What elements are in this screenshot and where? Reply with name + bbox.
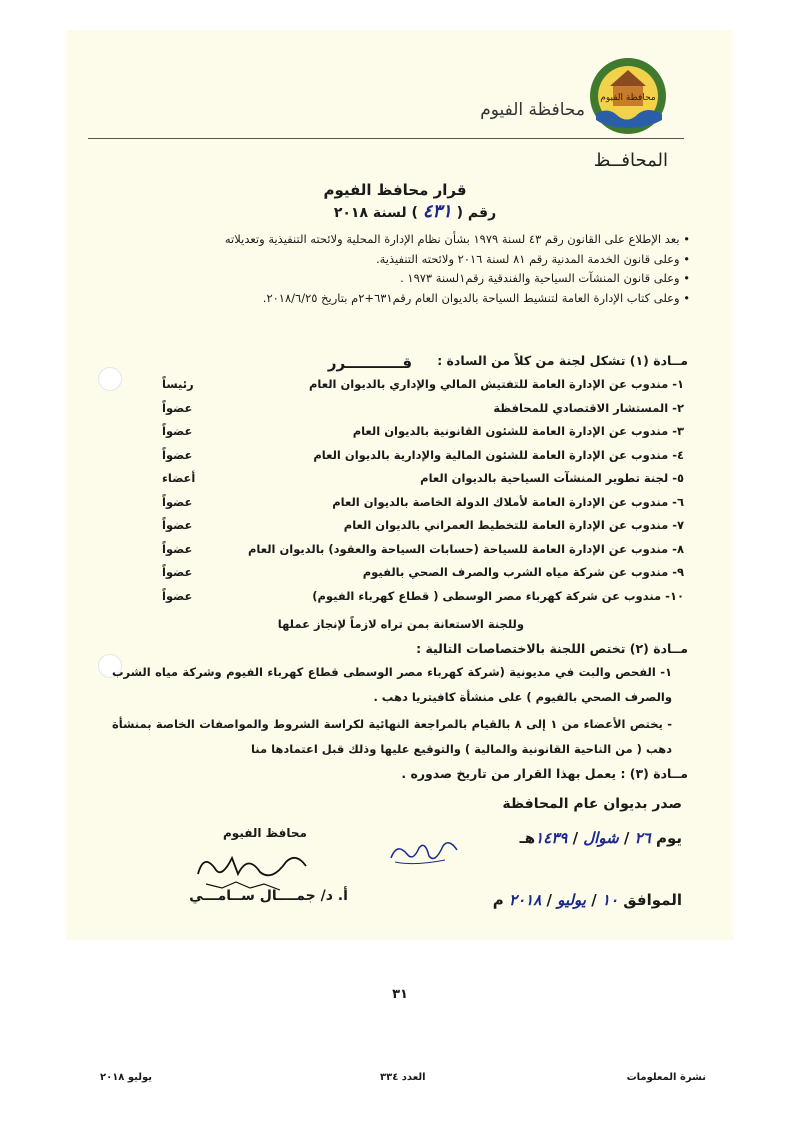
member-role: عضواً xyxy=(162,565,193,579)
preamble-item: • وعلى قانون المنشآت السياحية والفندقية رقم١لسنة ١٩٧٣ . xyxy=(88,269,690,289)
hijri-month: شوال xyxy=(583,829,619,847)
greg-month: يوليو xyxy=(557,891,586,909)
footer-issue: العدد ٣٣٤ xyxy=(380,1072,426,1083)
member-role: عضواً xyxy=(162,424,193,438)
article-2-item: - يختص الأعضاء من ١ إلى ٨ بالقيام بالمراجعة النهائية لكراسة الشروط والمواصفات الخاصة بمنشأة دهب ( من الناحية القانونية والمالية ) والتوقيع عليها وذلك قبل اعتمادها منا xyxy=(112,717,672,756)
article-1-heading: مــادة (١) تشكل لجنة من كلاً من السادة : xyxy=(437,353,688,368)
header-divider xyxy=(88,138,684,139)
preamble-item: • وعلى كتاب الإدارة العامة لتنشيط السياحة بالديوان العام رقم٦٣١+٢م بتاريخ ٢٠١٨/٦/٢٥. xyxy=(88,289,690,309)
member-text: ٥- لجنة تطوير المنشآت السياحية بالديوان العام xyxy=(420,471,684,485)
reviewer-initials xyxy=(385,836,465,868)
member-row xyxy=(162,398,684,422)
member-text: ١٠- مندوب عن شركة كهرباء مصر الوسطى ( قطاع كهرباء الفيوم) xyxy=(312,588,684,603)
greg-day: ١٠ xyxy=(601,891,619,909)
member-text: ٢- المستشار الاقتصادي للمحافظة xyxy=(493,400,684,415)
gregorian-date: الموافق ١٠ / يوليو / ٢٠١٨ م xyxy=(492,891,682,909)
greg-prefix: الموافق xyxy=(623,891,682,909)
decision-number xyxy=(320,201,510,222)
footer-date: يوليو ٢٠١٨ xyxy=(100,1072,153,1083)
committee-members xyxy=(162,374,684,609)
page-number: ٣١ xyxy=(392,987,408,1002)
member-row xyxy=(162,445,684,469)
member-row xyxy=(162,468,684,492)
punch-hole xyxy=(98,367,122,391)
member-row xyxy=(162,539,684,563)
issued-statement: صدر بديوان عام المحافظة xyxy=(502,796,682,812)
hijri-suffix: هـ xyxy=(519,829,536,847)
preamble-list xyxy=(88,230,690,308)
member-row xyxy=(162,421,684,445)
member-role: عضواً xyxy=(162,447,193,462)
member-role: رئيساً xyxy=(162,377,194,391)
assistance-clause: وللجنة الاستعانة بمن تراه لازماً لإنجاز عملها xyxy=(277,617,524,631)
preamble-item: • وعلى قانون الخدمة المدنية رقم ٨١ لسنة ٢٠١٦ ولائحته التنفيذية. xyxy=(88,250,690,270)
member-text: ٩- مندوب عن شركة مياه الشرب والصرف الصحي بالفيوم xyxy=(362,565,684,579)
governorate-seal-logo xyxy=(588,56,668,136)
article-2-heading: مــادة (٢) تختص اللجنة بالاختصاصات التالية : xyxy=(416,641,688,656)
member-text: ٨- مندوب عن الإدارة العامة للسياحة (حسابات السياحة والعقود) بالديوان العام xyxy=(247,541,684,556)
greg-year: ٢٠١٨ xyxy=(509,891,542,909)
member-text: ٦- مندوب عن الإدارة العامة لأملاك الدولة الخاصة بالديوان العام xyxy=(332,494,684,509)
hijri-year: ١٤٣٩ xyxy=(535,829,568,847)
member-text: ٤- مندوب عن الإدارة العامة للشئون المالية والإدارية بالديوان العام xyxy=(313,447,684,462)
member-row xyxy=(162,586,684,610)
number-prefix: رقم ( xyxy=(456,205,497,221)
member-role: عضواً xyxy=(162,518,193,532)
member-role: عضواً xyxy=(162,541,193,556)
hijri-date: يوم ٢٦ / شوال / ١٤٣٩هـ xyxy=(519,829,682,847)
member-role: أعضاء xyxy=(162,471,196,485)
resolved-heading: قـــــــــــرر xyxy=(327,354,413,372)
member-text: ٣- مندوب عن الإدارة العامة للشئون القانونية بالديوان العام xyxy=(352,424,684,438)
member-row xyxy=(162,374,684,398)
article-3-heading: مــادة (٣) : يعمل بهذا القرار من تاريخ صدوره . xyxy=(401,766,688,781)
hijri-prefix: يوم xyxy=(655,829,682,847)
member-role: عضواً xyxy=(162,588,193,603)
signatory-title: محافظ الفيوم xyxy=(223,826,307,840)
member-row xyxy=(162,492,684,516)
member-row xyxy=(162,515,684,539)
number-suffix: ) لسنة ٢٠١٨ xyxy=(333,205,418,221)
article-2-item: ١- الفحص والبت في مديونية (شركة كهرباء مصر الوسطى قطاع كهرباء الفيوم وشركة مياه الشرب والصرف الصحي بالفيوم ) على منشأة كافيتريا دهب . xyxy=(112,665,672,704)
member-text: ١- مندوب عن الإدارة العامة للتفتيش المالي والإداري بالديوان العام xyxy=(308,377,684,391)
number-handwritten: ٤٣١ xyxy=(422,201,452,222)
signatory-name: أ. د/ جمــــال ســامـــي xyxy=(189,888,348,904)
decision-title: قرار محافظ الفيوم xyxy=(323,181,467,199)
member-role: عضواً xyxy=(162,494,193,509)
greg-suffix: م xyxy=(492,891,504,909)
footer-publication: نشرة المعلومات xyxy=(626,1072,706,1083)
logo-text: محافظة الفيوم xyxy=(600,93,656,103)
member-text: ٧- مندوب عن الإدارة العامة للتخطيط العمراني بالديوان العام xyxy=(343,518,684,532)
preamble-item: • بعد الإطلاع على القانون رقم ٤٣ لسنة ١٩٧٩ بشأن نظام الإدارة المحلية ولائحته التنفيذية وتعديلاته xyxy=(88,230,690,250)
member-role: عضواً xyxy=(162,400,193,415)
member-row xyxy=(162,562,684,586)
hijri-day: ٢٦ xyxy=(634,829,651,847)
governor-title: المحافــظ xyxy=(593,150,668,171)
governorate-name: محافظة الفيوم xyxy=(480,100,585,120)
